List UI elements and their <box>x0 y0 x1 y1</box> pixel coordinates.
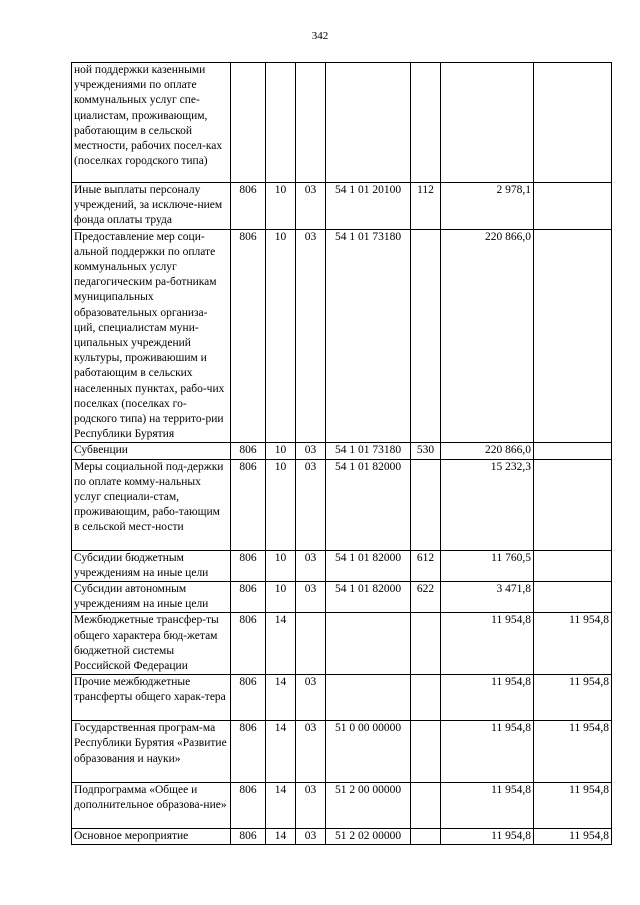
row-ministry-code: 806 <box>231 613 266 675</box>
row-expense-type: 612 <box>411 550 441 581</box>
table-row <box>72 829 612 845</box>
row-target-article: 51 0 00 00000 <box>326 721 411 783</box>
row-subsection-code: 03 <box>296 675 326 721</box>
row-section-code: 10 <box>266 582 296 613</box>
row-amount: 220 866,0 <box>441 229 534 443</box>
row-amount-extra <box>534 459 612 550</box>
row-ministry-code: 806 <box>231 721 266 783</box>
table-row <box>72 783 612 829</box>
row-amount-extra <box>534 443 612 459</box>
row-section-code: 14 <box>266 613 296 675</box>
row-subsection-code: 03 <box>296 582 326 613</box>
row-amount: 220 866,0 <box>441 443 534 459</box>
row-amount-extra: 11 954,8 <box>534 783 612 829</box>
row-name: Меры социальной под-держки по оплате комму-нальных услуг специали-стам, проживающим, рабо-тающим в сельской мест-ности <box>72 459 231 550</box>
row-expense-type: 622 <box>411 582 441 613</box>
row-target-article: 54 1 01 82000 <box>326 550 411 581</box>
row-target-article <box>326 63 411 183</box>
row-name: Предоставление мер соци-альной поддержки по оплате коммунальных услуг педагогическим ра-ботникам муниципальных образовательных организа-ций, специалистам муни-ципальных учреждений культуры, проживаюшим и работающим в сельских населенных пунктах, рабо-чих поселках (поселках го-родского типа) на террито-рии Республики Бурятия <box>72 229 231 443</box>
row-name: Межбюджетные трансфер-ты общего характера бюд-жетам бюджетной системы Российской Федерации <box>72 613 231 675</box>
row-ministry-code: 806 <box>231 582 266 613</box>
row-amount: 11 760,5 <box>441 550 534 581</box>
row-name: Основное мероприятие <box>72 829 231 845</box>
row-amount: 11 954,8 <box>441 783 534 829</box>
row-amount-extra: 11 954,8 <box>534 829 612 845</box>
row-amount-extra: 11 954,8 <box>534 613 612 675</box>
row-subsection-code: 03 <box>296 721 326 783</box>
row-target-article: 54 1 01 82000 <box>326 582 411 613</box>
row-amount: 15 232,3 <box>441 459 534 550</box>
row-name: Иные выплаты персоналу учреждений, за исключе-нием фонда оплаты труда <box>72 183 231 230</box>
row-target-article <box>326 675 411 721</box>
row-ministry-code: 806 <box>231 550 266 581</box>
row-amount: 11 954,8 <box>441 675 534 721</box>
table-row <box>72 582 612 613</box>
table-row <box>72 443 612 459</box>
row-subsection-code: 03 <box>296 459 326 550</box>
table-row <box>72 613 612 675</box>
table-row <box>72 229 612 443</box>
row-expense-type <box>411 829 441 845</box>
table-row <box>72 63 612 183</box>
page-number: 342 <box>311 30 329 42</box>
row-amount-extra <box>534 550 612 581</box>
row-ministry-code: 806 <box>231 443 266 459</box>
row-amount-extra: 11 954,8 <box>534 721 612 783</box>
row-name: Государственная програм-ма Республики Бурятия «Развитие образования и науки» <box>72 721 231 783</box>
row-amount-extra <box>534 63 612 183</box>
row-expense-type: 112 <box>411 183 441 230</box>
row-ministry-code: 806 <box>231 229 266 443</box>
row-subsection-code <box>296 63 326 183</box>
row-amount-extra: 11 954,8 <box>534 675 612 721</box>
row-amount-extra <box>534 229 612 443</box>
row-target-article: 54 1 01 20100 <box>326 183 411 230</box>
row-subsection-code <box>296 613 326 675</box>
row-amount: 11 954,8 <box>441 829 534 845</box>
row-subsection-code: 03 <box>296 550 326 581</box>
table-row <box>72 550 612 581</box>
row-ministry-code: 806 <box>231 829 266 845</box>
row-section-code: 10 <box>266 183 296 230</box>
row-target-article: 51 2 02 00000 <box>326 829 411 845</box>
row-amount-extra <box>534 582 612 613</box>
row-subsection-code: 03 <box>296 443 326 459</box>
row-expense-type <box>411 459 441 550</box>
row-name: Прочие межбюджетные трансферты общего харак-тера <box>72 675 231 721</box>
row-section-code: 14 <box>266 829 296 845</box>
row-target-article: 51 2 00 00000 <box>326 783 411 829</box>
row-name: Субсидии бюджетным учреждениям на иные цели <box>72 550 231 581</box>
row-expense-type: 530 <box>411 443 441 459</box>
row-subsection-code: 03 <box>296 829 326 845</box>
row-amount: 2 978,1 <box>441 183 534 230</box>
row-subsection-code: 03 <box>296 783 326 829</box>
row-target-article: 54 1 01 73180 <box>326 229 411 443</box>
row-amount: 11 954,8 <box>441 613 534 675</box>
row-target-article: 54 1 01 73180 <box>326 443 411 459</box>
row-amount <box>441 63 534 183</box>
table-row <box>72 459 612 550</box>
row-ministry-code: 806 <box>231 183 266 230</box>
row-section-code: 14 <box>266 783 296 829</box>
row-section-code <box>266 63 296 183</box>
row-section-code: 10 <box>266 229 296 443</box>
row-section-code: 14 <box>266 721 296 783</box>
row-section-code: 10 <box>266 550 296 581</box>
row-expense-type <box>411 721 441 783</box>
table-row <box>72 183 612 230</box>
row-amount: 11 954,8 <box>441 721 534 783</box>
row-expense-type <box>411 783 441 829</box>
row-expense-type <box>411 229 441 443</box>
row-ministry-code <box>231 63 266 183</box>
row-expense-type <box>411 63 441 183</box>
row-expense-type <box>411 613 441 675</box>
row-name: Подпрограмма «Общее и дополнительное образова-ние» <box>72 783 231 829</box>
budget-table <box>71 62 612 845</box>
row-name: Субвенции <box>72 443 231 459</box>
row-expense-type <box>411 675 441 721</box>
row-ministry-code: 806 <box>231 675 266 721</box>
row-target-article: 54 1 01 82000 <box>326 459 411 550</box>
row-ministry-code: 806 <box>231 459 266 550</box>
row-section-code: 14 <box>266 675 296 721</box>
row-ministry-code: 806 <box>231 783 266 829</box>
row-amount: 3 471,8 <box>441 582 534 613</box>
row-target-article <box>326 613 411 675</box>
row-name: Субсидии автономным учреждениям на иные цели <box>72 582 231 613</box>
row-subsection-code: 03 <box>296 229 326 443</box>
row-section-code: 10 <box>266 459 296 550</box>
row-subsection-code: 03 <box>296 183 326 230</box>
row-name: ной поддержки казенными учреждениями по оплате коммунальных услуг спе-циалистам, проживающим, работающим в сельской местности, рабочих посел-ках (поселках городского типа) <box>72 63 231 183</box>
table-row <box>72 721 612 783</box>
row-amount-extra <box>534 183 612 230</box>
table-row <box>72 675 612 721</box>
row-section-code: 10 <box>266 443 296 459</box>
